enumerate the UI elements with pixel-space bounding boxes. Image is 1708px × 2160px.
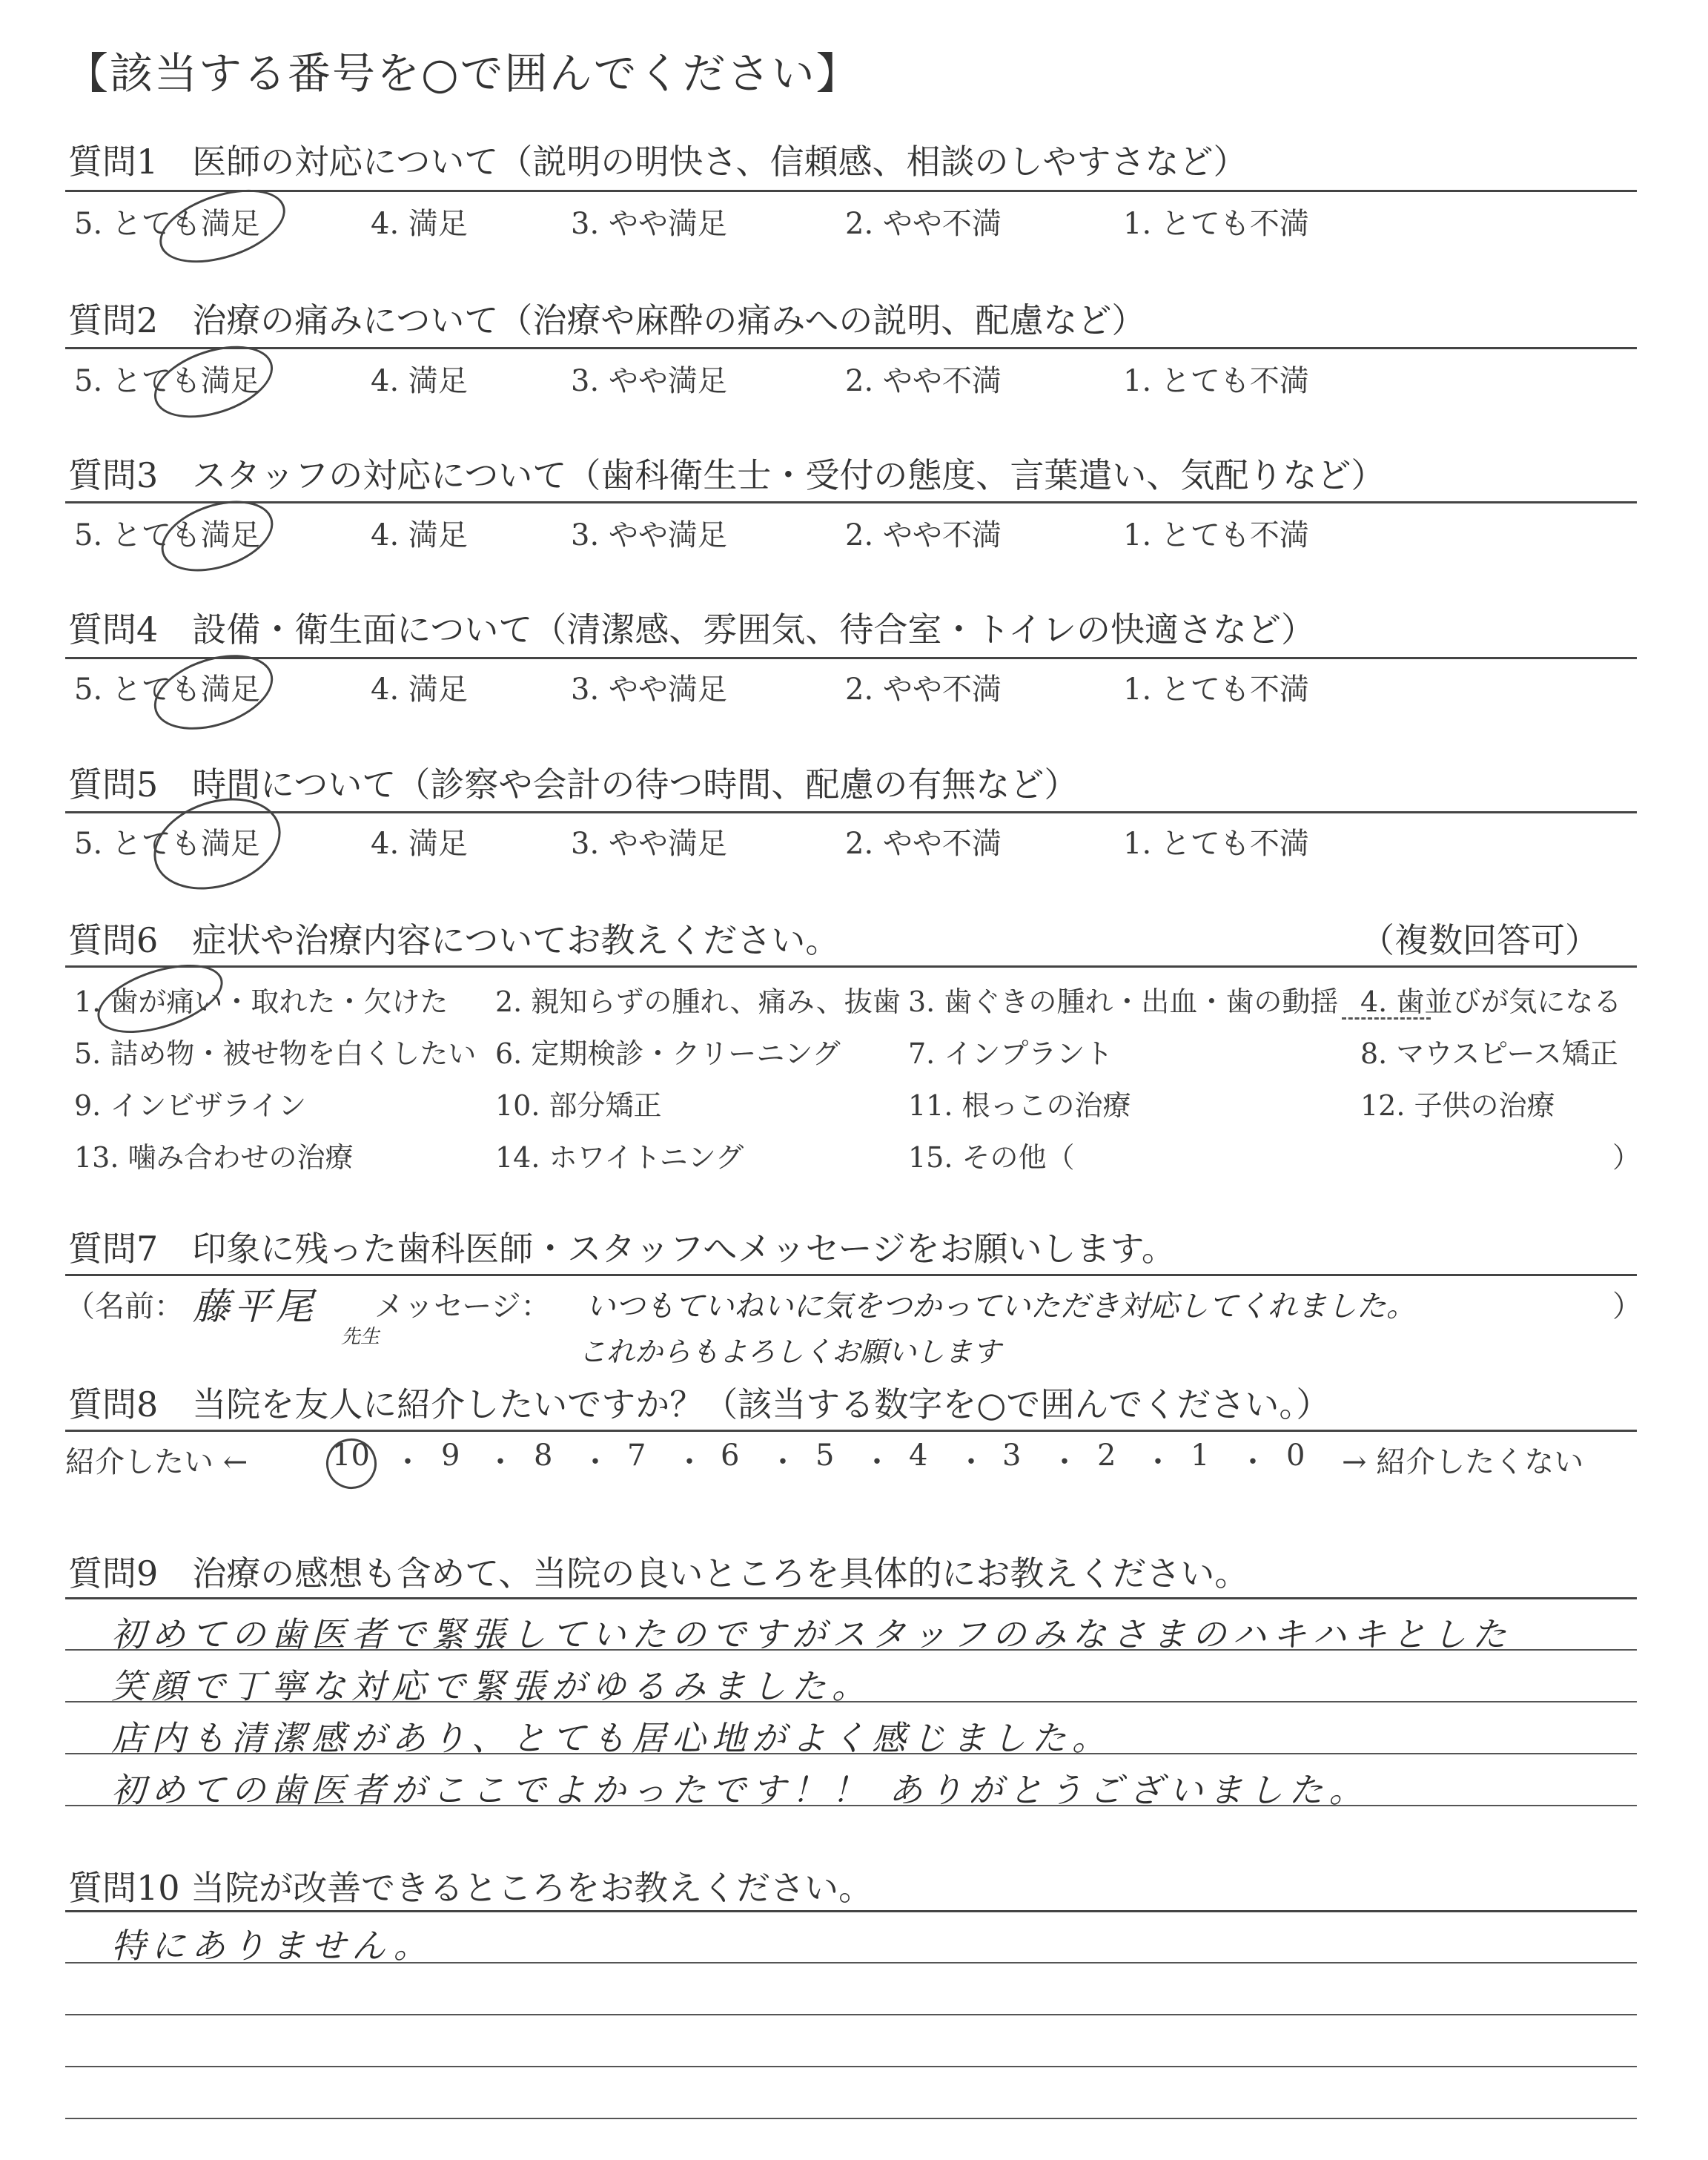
q6-other-close: ） xyxy=(1612,1141,1641,1174)
score-5[interactable]: 5 xyxy=(815,1439,835,1473)
writing-line xyxy=(65,2118,1637,2119)
q6-option[interactable]: 4. 歯並びが気になる xyxy=(1360,985,1622,1018)
q6-option[interactable]: 15. その他（ xyxy=(908,1141,1075,1174)
question-4-title: 質問4 設備・衛生面について（清潔感、雰囲気、待合室・トイレの快適さなど） xyxy=(68,610,1316,650)
writing-line xyxy=(65,1701,1637,1702)
q6-option[interactable]: 13. 噛み合わせの治療 xyxy=(74,1141,354,1174)
q6-option[interactable]: 9. インビザライン xyxy=(74,1089,307,1122)
question-2-title: 質問2 治療の痛みについて（治療や麻酔の痛みへの説明、配慮など） xyxy=(68,300,1146,340)
question-5-title: 質問5 時間について（診察や会計の待つ時間、配慮の有無など） xyxy=(68,764,1079,805)
q4-option-1[interactable]: 1. とても不満 xyxy=(1123,673,1309,707)
writing-line xyxy=(65,2066,1637,2067)
score-separator: ・ xyxy=(956,1445,986,1479)
writing-line xyxy=(65,1805,1637,1806)
q1-option-5[interactable]: 5. とても満足 xyxy=(74,207,260,241)
q1-option-4[interactable]: 4. 満足 xyxy=(371,207,468,241)
q6-option[interactable]: 3. 歯ぐきの腫れ・出血・歯の動揺 xyxy=(908,985,1339,1018)
comment-line[interactable]: 初めての歯医者で緊張していたのですがスタッフのみなさまのハキハキとした xyxy=(111,1614,1512,1654)
divider xyxy=(65,1430,1637,1432)
q6-option[interactable]: 10. 部分矯正 xyxy=(495,1089,662,1122)
q5-option-4[interactable]: 4. 満足 xyxy=(371,827,468,861)
question-7-title: 質問7 印象に残った歯科医師・スタッフへメッセージをお願いします。 xyxy=(68,1229,1176,1269)
question-8-title: 質問8 当院を友人に紹介したいですか？（該当する数字を○で囲んでください。） xyxy=(68,1384,1331,1424)
name-value[interactable]: 藤平尾 xyxy=(193,1285,317,1328)
question-10-title: 質問10 当院が改善できるところをお教えください。 xyxy=(68,1868,873,1908)
q4-option-2[interactable]: 2. やや不満 xyxy=(845,673,1002,707)
q4-option-5[interactable]: 5. とても満足 xyxy=(74,673,260,707)
q2-option-5[interactable]: 5. とても満足 xyxy=(74,364,260,398)
score-2[interactable]: 2 xyxy=(1097,1439,1116,1473)
q6-option[interactable]: 1. 歯が痛い・取れた・欠けた xyxy=(74,985,448,1018)
q6-option[interactable]: 8. マウスピース矯正 xyxy=(1360,1037,1618,1070)
score-separator: ・ xyxy=(675,1445,704,1479)
question-3-title: 質問3 スタッフの対応について（歯科衛生士・受付の態度、言葉遣い、気配りなど） xyxy=(68,455,1386,495)
writing-line xyxy=(65,1649,1637,1651)
score-3[interactable]: 3 xyxy=(1002,1439,1022,1473)
divider xyxy=(65,190,1637,192)
divider xyxy=(65,1597,1637,1599)
q6-option[interactable]: 5. 詰め物・被せ物を白くしたい xyxy=(74,1037,477,1070)
comment-line[interactable]: 笑顔で丁寧な対応で緊張がゆるみました。 xyxy=(111,1666,872,1706)
q3-option-4[interactable]: 4. 満足 xyxy=(371,518,468,552)
writing-line xyxy=(65,1962,1637,1964)
q2-option-4[interactable]: 4. 満足 xyxy=(371,364,468,398)
q2-option-2[interactable]: 2. やや不満 xyxy=(845,364,1002,398)
writing-line xyxy=(65,1753,1637,1754)
message-line-2[interactable]: これからもよろしくお願いします xyxy=(578,1335,1002,1368)
message-close: ） xyxy=(1612,1289,1642,1324)
q5-option-2[interactable]: 2. やや不満 xyxy=(845,827,1002,861)
divider xyxy=(65,1910,1637,1912)
q1-option-2[interactable]: 2. やや不満 xyxy=(845,207,1002,241)
score-0[interactable]: 0 xyxy=(1286,1439,1305,1473)
score-1[interactable]: 1 xyxy=(1191,1439,1210,1473)
improvement-answer[interactable]: 特にありません。 xyxy=(111,1926,434,1966)
score-separator: ・ xyxy=(862,1445,892,1479)
score-separator: ・ xyxy=(580,1445,610,1479)
question-9-title: 質問9 治療の感想も含めて、当院の良いところを具体的にお教えください。 xyxy=(68,1553,1249,1593)
q5-option-5[interactable]: 5. とても満足 xyxy=(74,827,260,861)
q2-option-1[interactable]: 1. とても不満 xyxy=(1123,364,1309,398)
q6-option[interactable]: 7. インプラント xyxy=(908,1037,1113,1070)
divider xyxy=(65,347,1637,349)
q4-option-4[interactable]: 4. 満足 xyxy=(371,673,468,707)
hand-drawn-underline xyxy=(1342,1017,1431,1020)
question-6-title: 質問6 症状や治療内容についてお教えください。 xyxy=(68,920,840,960)
q3-option-5[interactable]: 5. とても満足 xyxy=(74,518,260,552)
hand-drawn-circle xyxy=(320,1432,383,1496)
q1-option-1[interactable]: 1. とても不満 xyxy=(1123,207,1309,241)
score-7[interactable]: 7 xyxy=(627,1439,646,1473)
name-label: （名前： xyxy=(65,1289,184,1324)
q5-option-1[interactable]: 1. とても不満 xyxy=(1123,827,1309,861)
score-separator: ・ xyxy=(1050,1445,1079,1479)
message-label: メッセージ： xyxy=(374,1289,551,1324)
comment-line[interactable]: 店内も清潔感があり、とても居心地がよく感じました。 xyxy=(111,1718,1112,1758)
q4-option-3[interactable]: 3. やや満足 xyxy=(571,673,727,707)
score-9[interactable]: 9 xyxy=(441,1439,460,1473)
recommend-right-label: → 紹介したくない xyxy=(1342,1445,1584,1479)
q6-option[interactable]: 11. 根っこの治療 xyxy=(908,1089,1131,1122)
q2-option-3[interactable]: 3. やや満足 xyxy=(571,364,727,398)
q6-option[interactable]: 14. ホワイトニング xyxy=(495,1141,744,1174)
score-10[interactable]: 10 xyxy=(332,1439,370,1473)
score-8[interactable]: 8 xyxy=(534,1439,553,1473)
message-line-1[interactable]: いつもていねいに気をつかっていただき対応してくれました。 xyxy=(586,1289,1416,1324)
score-separator: ・ xyxy=(393,1445,423,1479)
q3-option-2[interactable]: 2. やや不満 xyxy=(845,518,1002,552)
divider xyxy=(65,811,1637,813)
score-separator: ・ xyxy=(486,1445,515,1479)
q3-option-1[interactable]: 1. とても不満 xyxy=(1123,518,1309,552)
name-note: 先生 xyxy=(341,1326,380,1348)
divider xyxy=(65,1274,1637,1276)
score-4[interactable]: 4 xyxy=(909,1439,928,1473)
q6-option[interactable]: 2. 親知らずの腫れ、痛み、抜歯 xyxy=(495,985,901,1018)
comment-line[interactable]: 初めての歯医者がここでよかったです！！ ありがとうございました。 xyxy=(111,1770,1369,1810)
divider xyxy=(65,501,1637,503)
q6-option[interactable]: 12. 子供の治療 xyxy=(1360,1089,1555,1122)
divider xyxy=(65,657,1637,659)
page-title: 【該当する番号を○で囲んでください】 xyxy=(65,48,861,99)
divider xyxy=(65,965,1637,968)
recommend-left-label: 紹介したい ← xyxy=(65,1445,248,1479)
score-separator: ・ xyxy=(1143,1445,1173,1479)
score-separator: ・ xyxy=(768,1445,798,1479)
q1-option-3[interactable]: 3. やや満足 xyxy=(571,207,727,241)
q6-option[interactable]: 6. 定期検診・クリーニング xyxy=(495,1037,841,1070)
multiple-answers-note: （複数回答可） xyxy=(1360,920,1599,960)
writing-line xyxy=(65,2014,1637,2015)
question-1-title: 質問1 医師の対応について（説明の明快さ、信頼感、相談のしやすさなど） xyxy=(68,142,1248,182)
q5-option-3[interactable]: 3. やや満足 xyxy=(571,827,727,861)
score-separator: ・ xyxy=(1238,1445,1268,1479)
q3-option-3[interactable]: 3. やや満足 xyxy=(571,518,727,552)
score-6[interactable]: 6 xyxy=(721,1439,740,1473)
